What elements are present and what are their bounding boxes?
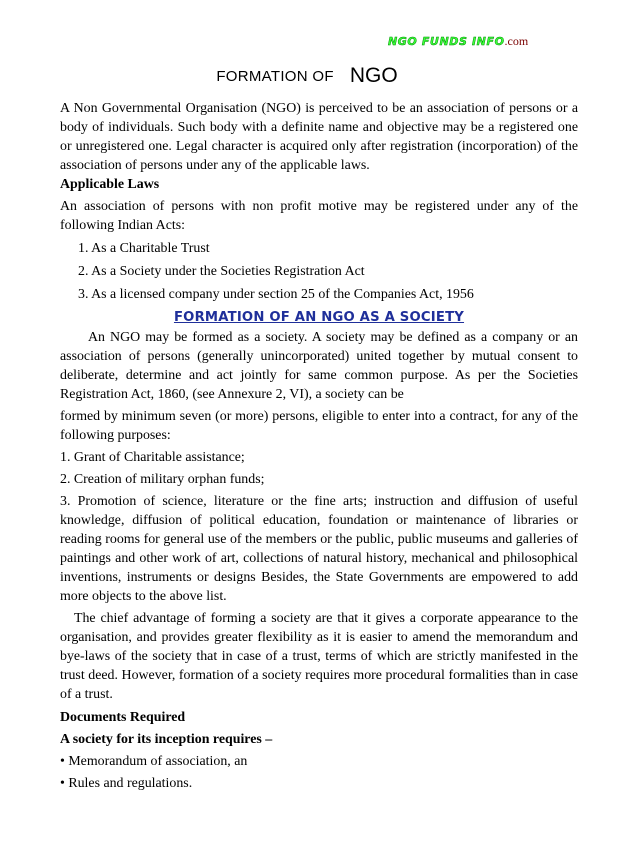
purpose-item: 1. Grant of Charitable assistance;: [60, 450, 245, 465]
document-item: • Memorandum of association, an: [60, 754, 248, 769]
documents-heading: Documents Required: [60, 710, 186, 725]
purpose-item: 3. Promotion of science, literature or the fine arts; instruction and diffusion of useful knowledge, diffusion of political education, foundation or maintenance of libraries or reading rooms for general use of the members or the public, public museums and galleries of paintings and other work of art, collections of natural history, mechanical and philosophical inventions, instruments or designs Besides, the State Governments are empowered to add more objects to the above list.: [60, 494, 578, 604]
society-paragraph-1: An NGO may be formed as a society. A society may be defined as a company or an association of persons (generally unincorporated) united together by mutual consent to deliberate, determine and act jointly for same common purpose. As per the Societies Registration Act, 1860, (see Annexure 2, VI), a society can be: [60, 330, 578, 402]
law-item: 1. As a Charitable Trust: [78, 241, 210, 256]
documents-subheading: A society for its inception requires –: [60, 732, 273, 747]
site-brand: NGO FUNDS INFO: [388, 35, 505, 48]
society-section-heading: FORMATION OF AN NGO AS A SOCIETY: [173, 310, 465, 325]
page-title: [0, 63, 638, 87]
applicable-laws-text: An association of persons with non profit motive may be registered under any of the following Indian Acts:: [60, 199, 578, 233]
society-paragraph-3: The chief advantage of forming a society are that it gives a corporate appearance to the organisation, and provides greater flexibility as it is easier to amend the memorandum and bye-laws of the society that in case of a trust, terms of which are strictly manifested in the trust deed. However, formation of a society requires more procedural formalities than in case of a trust.: [60, 611, 578, 702]
title-part1: FORMATION OF: [216, 68, 334, 85]
society-paragraph-2: formed by minimum seven (or more) persons, eligible to enter into a contract, for any of the following purposes:: [60, 409, 578, 443]
law-item: 3. As a licensed company under section 25 of the Companies Act, 1956: [78, 287, 474, 302]
site-domain: .com: [504, 34, 529, 48]
document-item: • Rules and regulations.: [60, 776, 193, 791]
intro-paragraph: A Non Governmental Organisation (NGO) is perceived to be an association of persons or a body of individuals. Such body with a definite name and objective may be a registered one or unregistered one. Legal character is acquired only after registration (incorporation) of the association of persons under any of the applicable laws.: [60, 101, 578, 173]
document-body: [60, 99, 578, 793]
title-part2: NGO: [349, 64, 398, 87]
applicable-laws-heading: Applicable Laws: [60, 177, 160, 192]
law-item: 2. As a Society under the Societies Registration Act: [78, 264, 365, 279]
purpose-item: 2. Creation of military orphan funds;: [60, 472, 265, 487]
site-header: [388, 34, 528, 49]
